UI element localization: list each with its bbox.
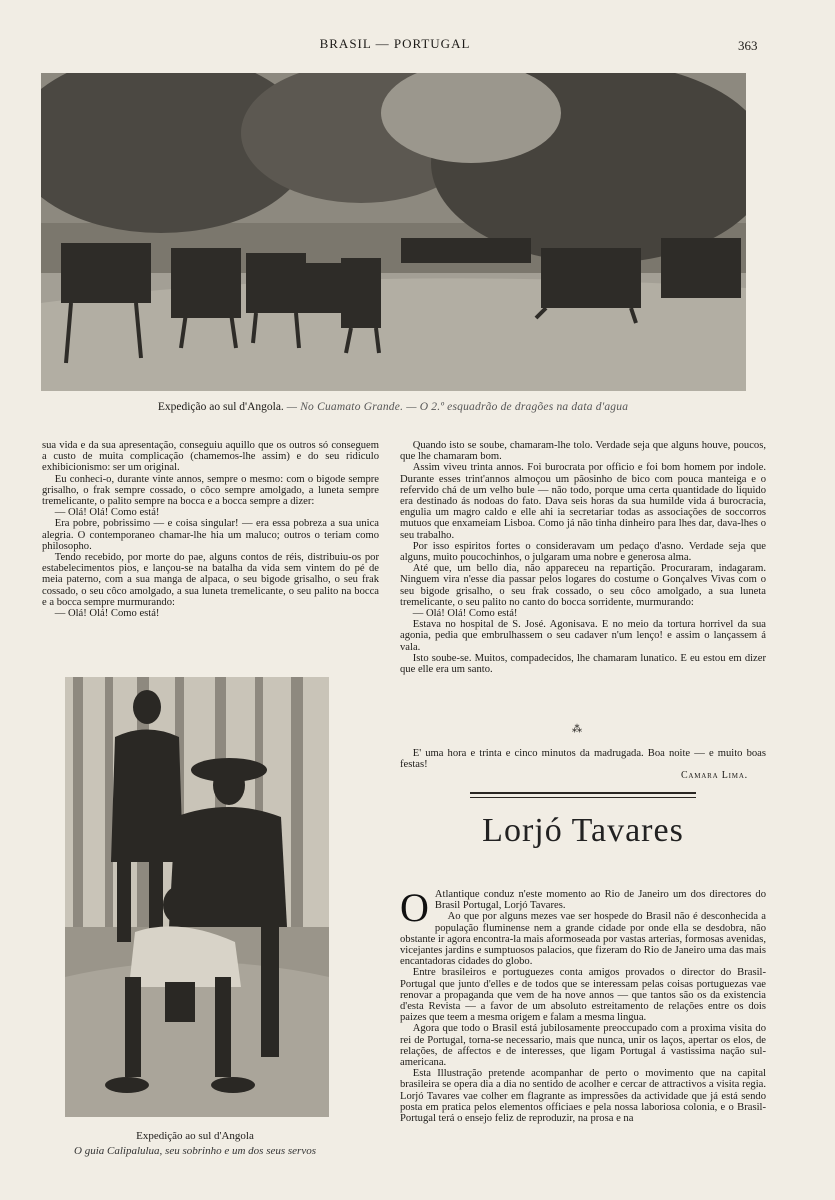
paragraph: Entre brasileiros e portuguezes conta amigos provados o director do Brasil-Portugal que junto d'elles e de todos que se interessam pelas coisas portuguezas vae renovar a propaganda que vem de ha nove annos — que tantos são os da existencia d'esta Revista — a favor de um absoluto estreitamento de relações entre os dois paizes que teem a mesma origem e falam a mesma lingua. [400, 967, 766, 1024]
paragraph: Era pobre, pobrissimo — e coisa singular! — era essa pobreza a sua unica alegria. O contemporaneo chamar-lhe hia um maluco; outros o teriam como philosopho. [42, 518, 379, 552]
section-dinkus: ⁂ [572, 724, 583, 735]
paragraph: Isto soube-se. Muitos, compadecidos, lhe chamaram lunatico. E eu estou em dizer que elle era um santo. [400, 652, 766, 676]
paragraph: Eu conheci-o, durante vinte annos, sempre o mesmo: com o bigode sempre grisalho, o frak sempre cossado, o côco sempre amolgado, a luneta sempre tremelicante, o palito sempre na bocca e a bocca sempre a dizer: [42, 473, 379, 508]
article-body [400, 885, 766, 1125]
closing-paragraph: E' uma hora e trinta e cinco minutos da madrugada. Boa noite — e muito boas festas! [400, 748, 766, 771]
paragraph: — Olá! Olá! Como está! [54, 608, 160, 620]
drop-cap: O [400, 885, 429, 930]
photo-caption-2 [40, 1129, 350, 1159]
photo-caption-1-main: Expedição ao sul d'Angola. [157, 401, 284, 413]
photo-caption-1 [40, 401, 746, 413]
paragraph: — Olá! Olá! Como está! [412, 608, 518, 620]
paragraph: Estava no hospital de S. José. Agonisava. E no meio da tortura horrivel da sua agonia, pedia que embrulhassem o seu cadaver n'um lenço! e assim o lançassem á vala. [400, 619, 766, 653]
story-closing [400, 748, 766, 770]
article-headline: Lorjó Tavares [482, 812, 684, 849]
photo-caption-2-main: Expedição ao sul d'Angola [136, 1130, 254, 1142]
photo-caption-1-sub: — No Cuamato Grande. — O 2.º esquadrão de dragões na data d'agua [286, 401, 629, 413]
author-signature: Camara Lima. [680, 770, 748, 781]
guide-photo [65, 677, 329, 1117]
cavalry-photo [41, 73, 746, 391]
paragraph: Agora que todo o Brasil está jubilosamente preoccupado com a proxima visita do rei de Portugal, torna-se necessario, mais que nunca, unir os laços, apertar os elos, de relações, de affectos e de interesses, que ligam Portugal á vastissima nação sul-americana. [400, 1023, 766, 1069]
paragraph: Quando isto se soube, chamaram-lhe tolo. Verdade seja que alguns houve, poucos, que lhe chamaram bom. [400, 440, 766, 463]
section-rule-thin [470, 797, 696, 798]
page-number: 363 [738, 38, 758, 53]
paragraph: Por isso espiritos fortes o consideravam um pedaço d'asno. Verdade seja que alguns, muito poucochinhos, o julgaram uma nobre e generosa alma. [400, 540, 766, 564]
photo-caption-2-sub: O guia Calipalulua, seu sobrinho e um dos seus servos [74, 1145, 316, 1157]
paragraph: Esta Illustração pretende acompanhar de perto o movimento que na capital brasileira se opera dia a dia no sentido de acolher e cercar de attractivos a visita regia. Lorjó Tavares vae colher em flagrante as impressões da actividade que já está sendo posta em pratica pelos elementos officiaes e pela nossa laboriosa colonia, e o Brasil-Portugal terá o ensejo feliz de reproduzir, na prosa e na [400, 1068, 766, 1125]
story-column-1 [42, 440, 379, 619]
story-column-2 [400, 440, 766, 675]
running-title: BRASIL — PORTUGAL [319, 36, 471, 51]
paragraph: sua vida e da sua apresentação, conseguiu aquillo que os outros só conseguem a custo de muita complicação (chamemos-lhe assim) e do seu ridiculo exhibicionismo: ser um original. [42, 440, 379, 474]
paragraph: Tendo recebido, por morte do pae, alguns contos de réis, distribuiu-os por estabelecimentos pios, e lançou-se na batalha da vida sem vintem do pé de meia paterno, com a sua manga de alpaca, o seu bigode grisalho, o seu frak cossado, o seu côco amolgado, a sua luneta tremelicante, o seu palito na bocca e a bocca sempre murmurando: [42, 552, 379, 608]
paragraph: Ao que por alguns mezes vae ser hospede do Brasil não é desconhecida a população fluminense nem a grande cidade por onde ella se desdobra, não obstante ir agora encontra-la mais aformoseada por vastas arterias, formosas avenidas, vicejantes jardins e sumptuosos palacios, que fizeram do Rio de Janeiro uma das mais encantadoras cidades do globo. [400, 911, 766, 968]
paragraph: Até que, um bello dia, não appareceu na repartição. Procuraram, indagaram. Ninguem vira n'esse dia passar pelos logares do costume o Gonçalves Vivas com o seu bigode grisalho, o seu frak cossado, o seu côco amolgado, a sua luneta tremelicante, o seu palito no canto do bocca sorridente, murmurando: [400, 563, 766, 608]
paragraph: Assim viveu trinta annos. Foi burocrata por officio e foi bom homem por indole. Durante esses trint'annos almoçou um pãosinho de bico com pouca manteiga e o refervido chá de um velho bule — não todo, porque uma certa quantidade do liquido era destinado ás nodoas do fato. Dava seis horas da sua humilde vida á burocracia, engulia um magro caldo e elle ahi ia secretariar todas as associações de soccorros mutuos que enxameiam Lisboa. Como já não tinha dinheiro para lhes dar, dava-lhes o seu trabalho. [400, 462, 766, 541]
paragraph: Atlantique conduz n'este momento ao Rio de Janeiro um dos directores do Brasil Portugal, Lorjó Tavares. [434, 889, 766, 912]
section-rule [470, 792, 696, 794]
paragraph: — Olá! Olá! Como está! [54, 507, 160, 519]
